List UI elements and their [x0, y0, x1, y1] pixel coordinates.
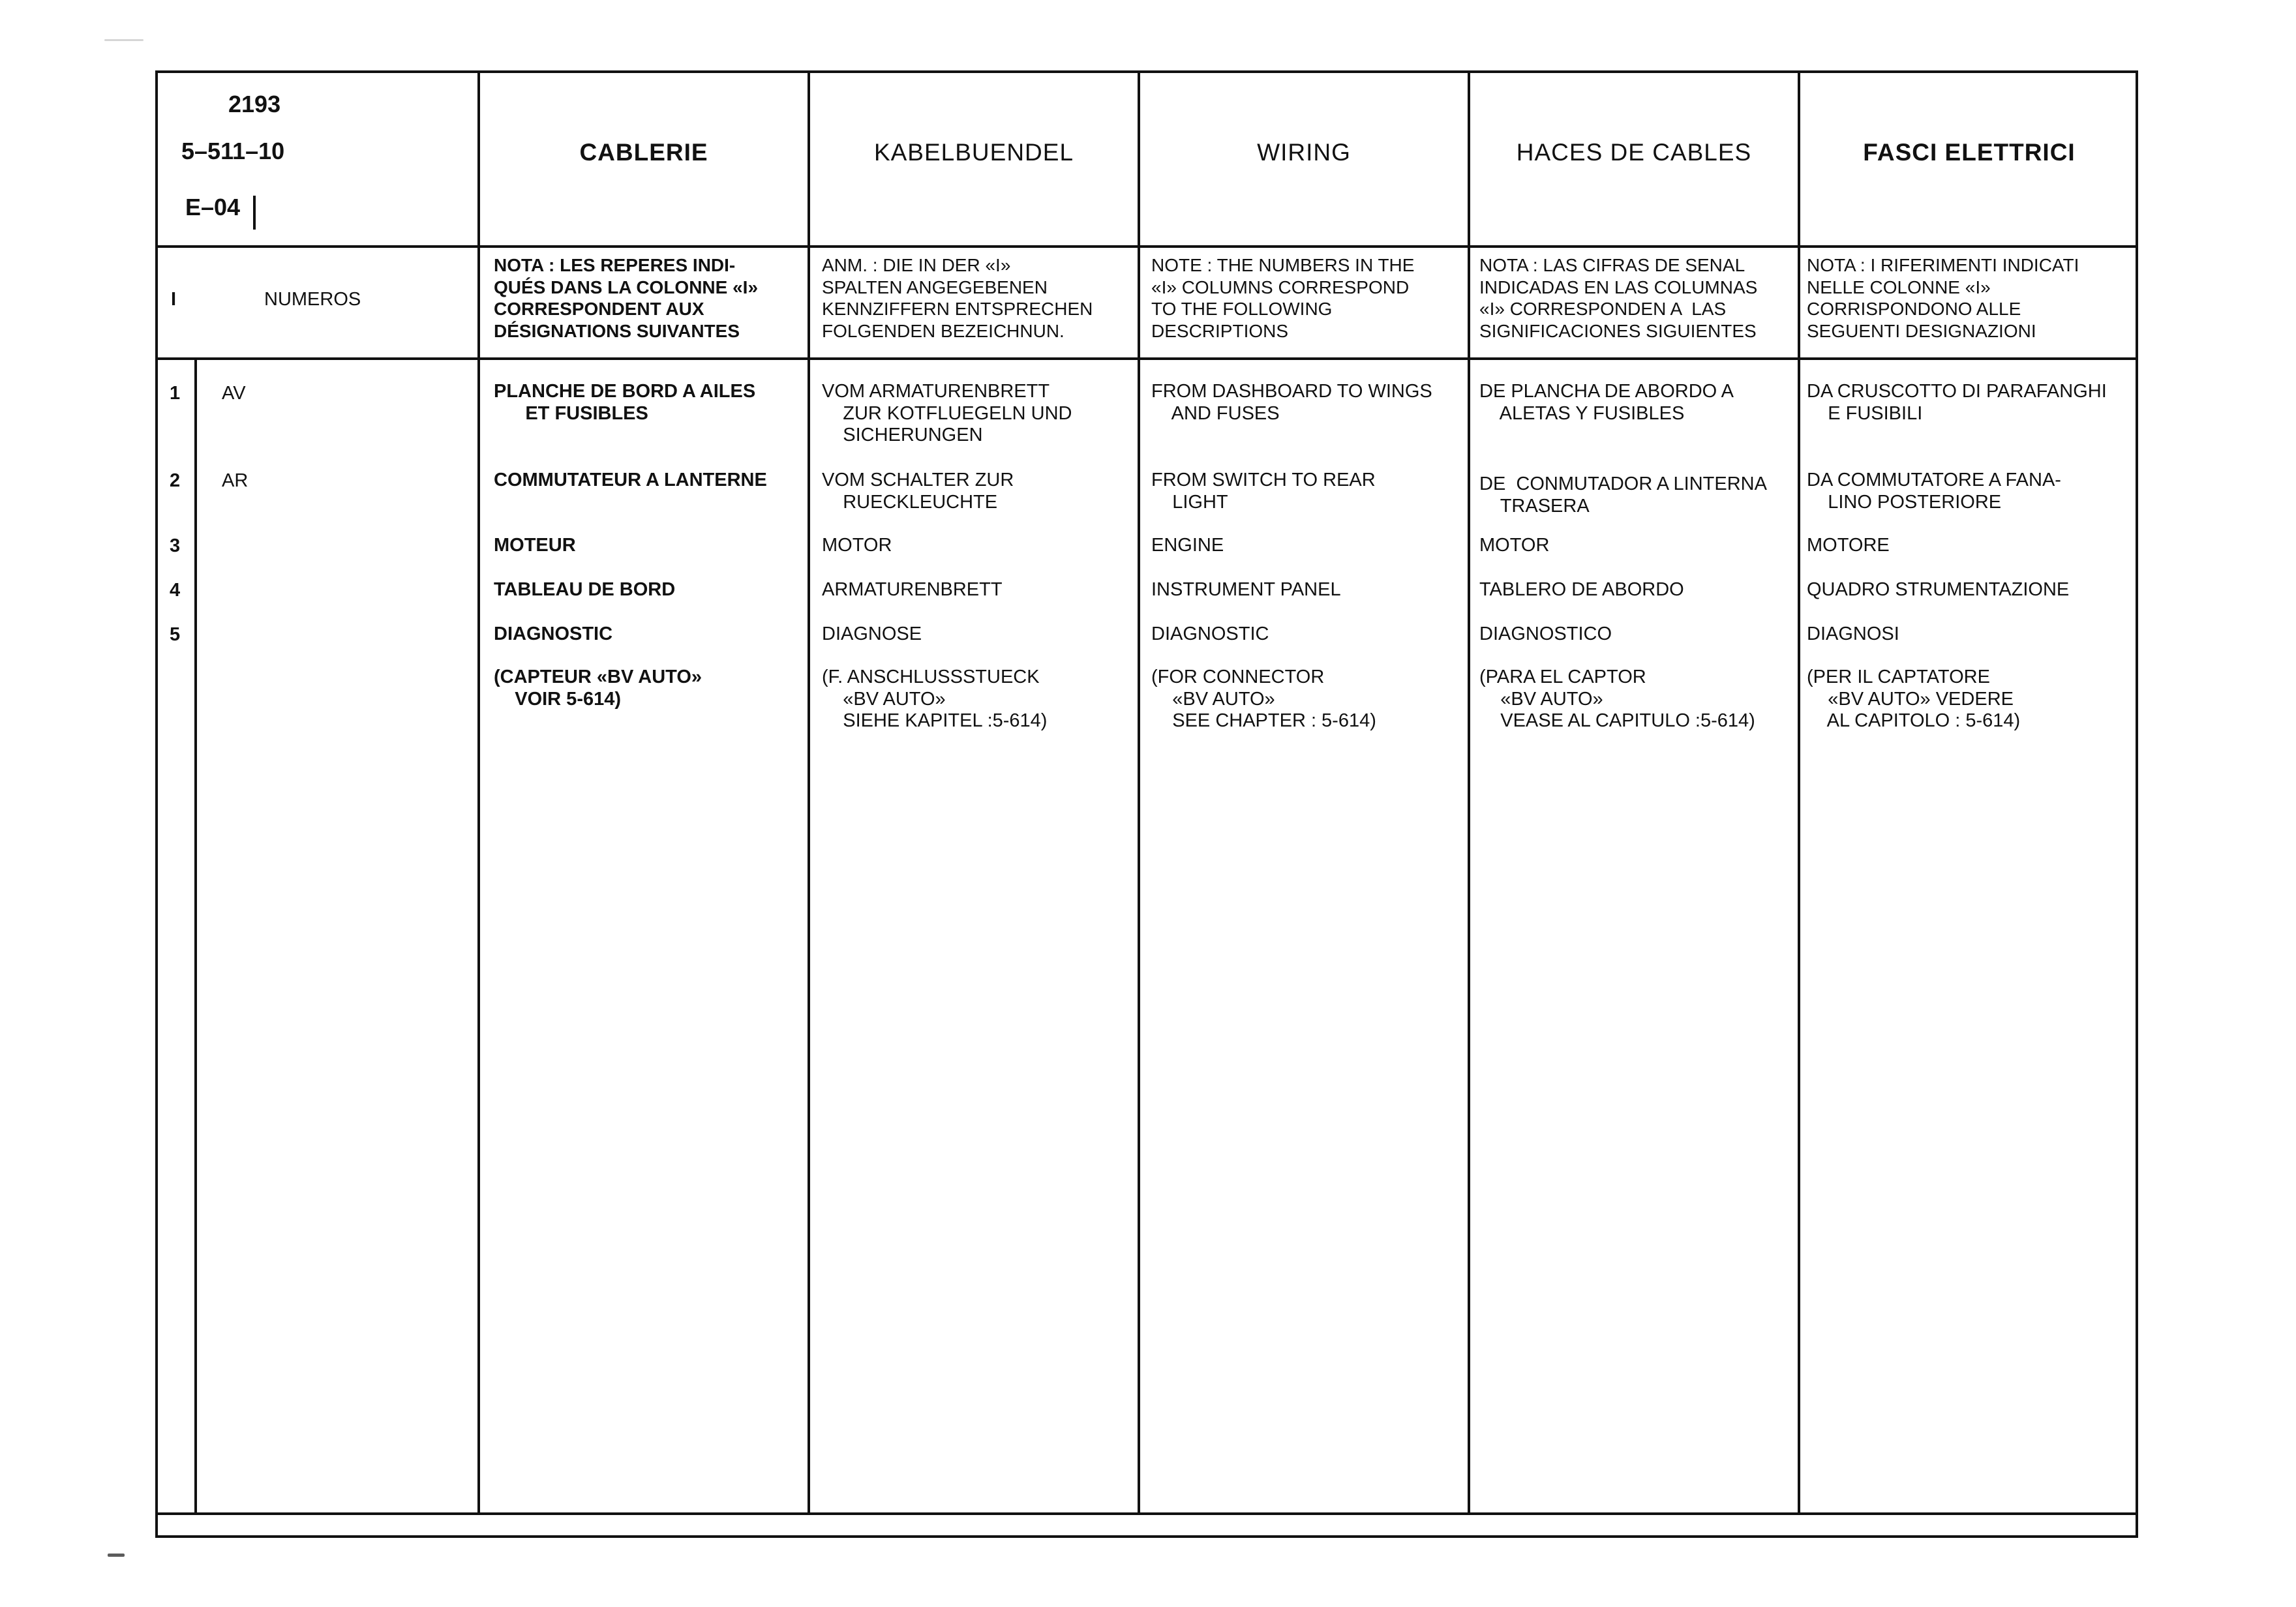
row-5-index: 5: [170, 624, 181, 645]
col-divider-en: [1138, 70, 1140, 1515]
row-1-index: 1: [170, 383, 181, 404]
row-3-es: MOTOR: [1479, 535, 1550, 556]
header-divider: [155, 245, 2138, 248]
row-1-de: VOM ARMATURENBRETT ZUR KOTFLUEGELN UND SICHERUNGEN: [822, 381, 1072, 446]
row-2-es: DE CONMUTADOR A LINTERNA TRASERA: [1479, 473, 1767, 517]
row-4-de: ARMATURENBRETT: [822, 579, 1003, 600]
header-wiring: WIRING: [1257, 139, 1351, 166]
note-en: NOTE : THE NUMBERS IN THE «I» COLUMNS CORRESPOND TO THE FOLLOWING DESCRIPTIONS: [1151, 255, 1415, 341]
row-1-es: DE PLANCHA DE ABORDO A ALETAS Y FUSIBLES: [1479, 381, 1734, 424]
doc-number: 2193: [228, 91, 281, 117]
doc-ref: 5–511–10: [181, 138, 285, 164]
row-6-fr: (CAPTEUR «BV AUTO» VOIR 5-614): [494, 667, 702, 710]
row-2-it: DA COMMUTATORE A FANA- LINO POSTERIORE: [1807, 470, 2061, 513]
row-4-index: 4: [170, 580, 181, 601]
doc-edition: E–04: [185, 194, 241, 220]
row-3-index: 3: [170, 535, 181, 556]
numeros-header: NUMEROS: [264, 289, 361, 310]
row-2-index: 2: [170, 470, 181, 491]
row-3-it: MOTORE: [1807, 535, 1890, 556]
row-3-fr: MOTEUR: [494, 535, 576, 556]
row-2-de: VOM SCHALTER ZUR RUECKLEUCHTE: [822, 470, 1014, 513]
row-4-it: QUADRO STRUMENTAZIONE: [1807, 579, 2070, 600]
row-2-fr: COMMUTATEUR A LANTERNE: [494, 470, 767, 490]
row-3-en: ENGINE: [1151, 535, 1224, 556]
note-es: NOTA : LAS CIFRAS DE SENAL INDICADAS EN LAS COLUMNAS «I» CORRESPONDEN A LAS SIGNIFICACIONES SIGUIENTES: [1479, 255, 1758, 341]
row-5-fr: DIAGNOSTIC: [494, 623, 613, 644]
col-divider-it: [1798, 70, 1800, 1515]
note-de: ANM. : DIE IN DER «I» SPALTEN ANGEGEBENEN KENNZIFFERN ENTSPRECHEN FOLGENDEN BEZEICHNUN.: [822, 255, 1093, 341]
col-divider-de: [808, 70, 810, 1515]
row-4-fr: TABLEAU DE BORD: [494, 579, 676, 600]
row-4-es: TABLERO DE ABORDO: [1479, 579, 1684, 600]
row-4-en: INSTRUMENT PANEL: [1151, 579, 1341, 600]
row-5-it: DIAGNOSI: [1807, 623, 1899, 644]
row-6-it: (PER IL CAPTATORE «BV AUTO» VEDERE AL CAPITOLO : 5-614): [1807, 667, 2021, 732]
note-fr: NOTA : LES REPERES INDI- QUÉS DANS LA COLONNE «I» CORRESPONDENT AUX DÉSIGNATIONS SUIVANTES: [494, 255, 759, 341]
row-1-code: AV: [222, 383, 246, 404]
row-2-code: AR: [222, 470, 249, 491]
header-fasci: FASCI ELETTRICI: [1863, 139, 2076, 166]
col-divider-fr: [477, 70, 480, 1515]
index-col-header: I: [171, 289, 177, 310]
row-3-de: MOTOR: [822, 535, 892, 556]
row-1-fr: PLANCHE DE BORD A AILES ET FUSIBLES: [494, 381, 756, 424]
header-haces: HACES DE CABLES: [1516, 139, 1752, 166]
col-divider-es: [1468, 70, 1470, 1515]
row-5-en: DIAGNOSTIC: [1151, 623, 1269, 644]
header-kabelbuendel: KABELBUENDEL: [873, 139, 1074, 166]
col-divider-i: [194, 357, 197, 1515]
header-cablerie: CABLERIE: [579, 139, 708, 166]
bottom-divider: [155, 1512, 2138, 1515]
row-2-en: FROM SWITCH TO REAR LIGHT: [1151, 470, 1376, 513]
row-6-es: (PARA EL CAPTOR «BV AUTO» VEASE AL CAPITULO :5-614): [1479, 667, 1755, 732]
row-6-de: (F. ANSCHLUSSSTUECK «BV AUTO» SIEHE KAPITEL :5-614): [822, 667, 1048, 732]
notes-divider: [155, 357, 2138, 360]
row-6-en: (FOR CONNECTOR «BV AUTO» SEE CHAPTER : 5-614): [1151, 667, 1376, 732]
row-5-es: DIAGNOSTICO: [1479, 623, 1612, 644]
note-it: NOTA : I RIFERIMENTI INDICATI NELLE COLONNE «I» CORRISPONDONO ALLE SEGUENTI DESIGNAZIONI: [1807, 255, 2079, 341]
row-1-it: DA CRUSCOTTO DI PARAFANGHI E FUSIBILI: [1807, 381, 2107, 424]
edition-marker: [253, 196, 256, 230]
row-5-de: DIAGNOSE: [822, 623, 922, 644]
row-1-en: FROM DASHBOARD TO WINGS AND FUSES: [1151, 381, 1432, 424]
